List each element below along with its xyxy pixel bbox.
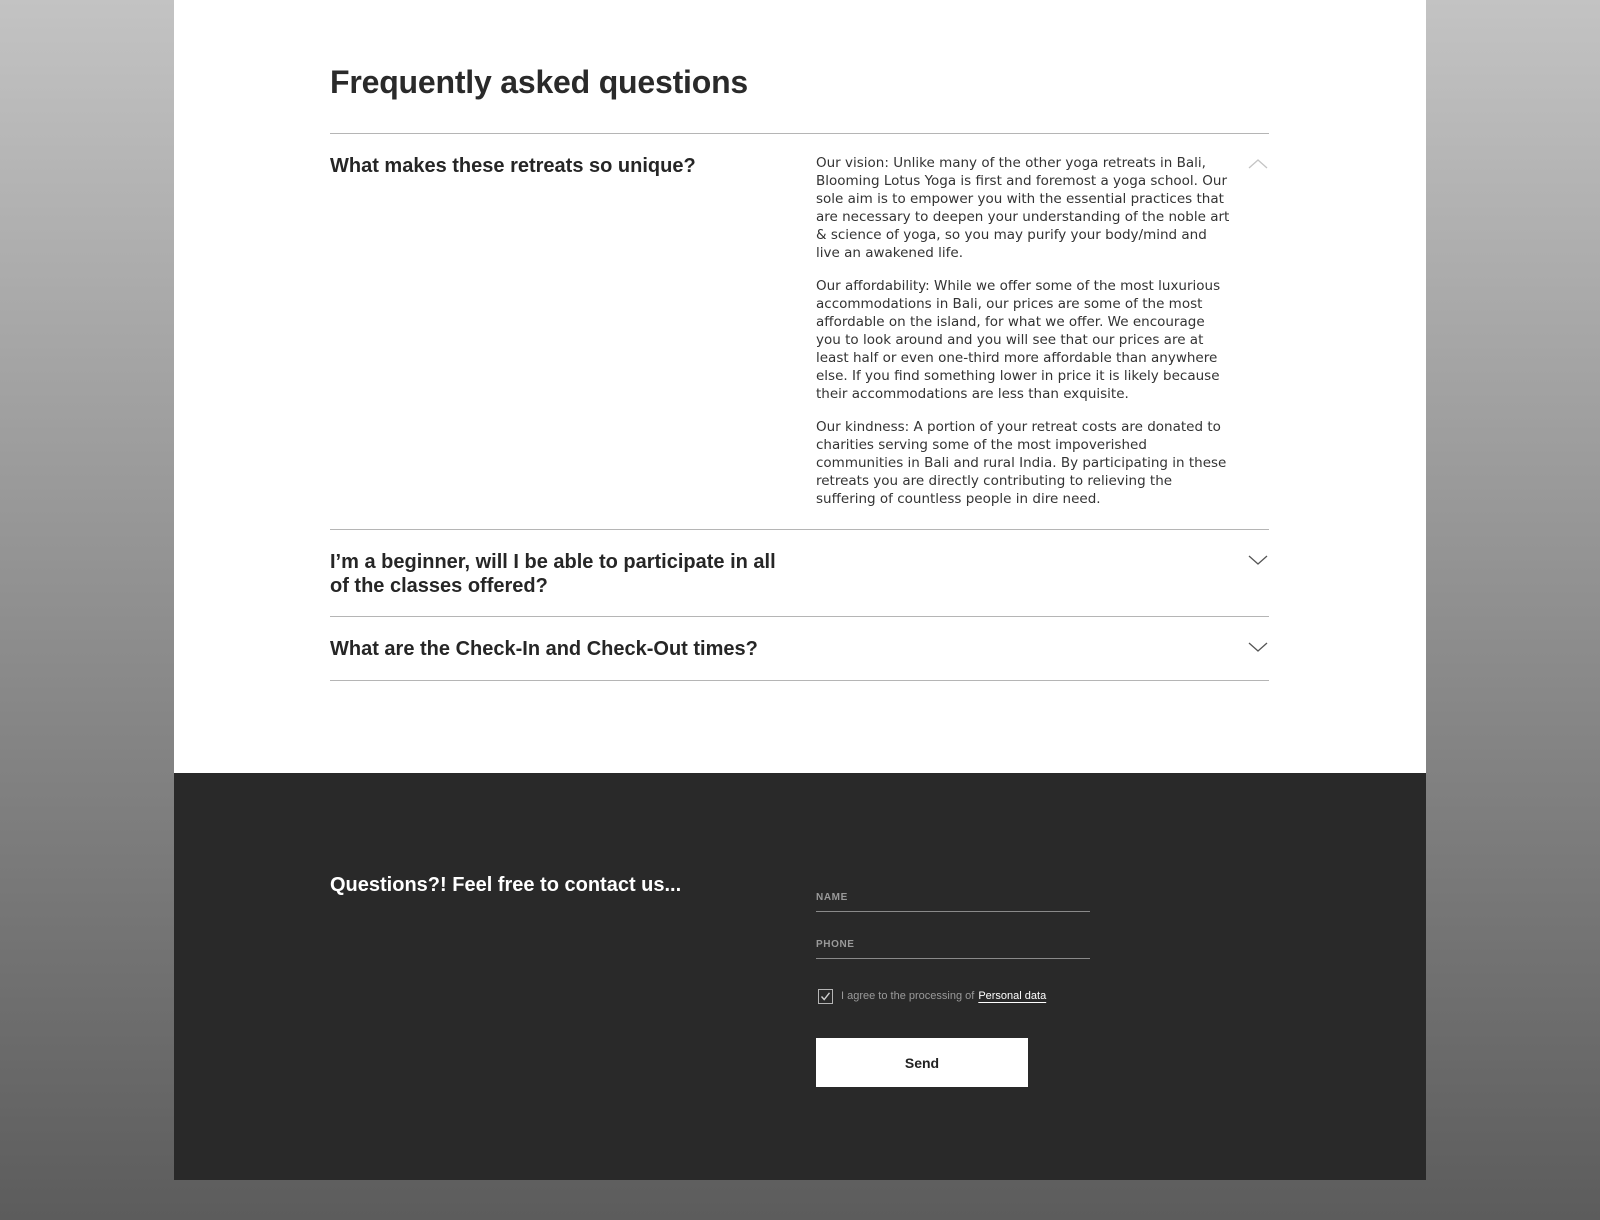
contact-section [174, 773, 1426, 1180]
faq-answer [816, 154, 1232, 523]
answer-paragraph-affordability: Our affordability: While we offer some of the most luxurious accommodations in Bali, our prices are some of the most affordable on the island, for what we offer. We encourage you to look around and you will see that our prices are at least half or even one-third more affordable than anywhere else. If you find something lower in price it is likely because their accommodations are less than exquisite. [816, 278, 1221, 402]
personal-data-link[interactable]: Personal data [978, 990, 1047, 1002]
name-input[interactable] [816, 883, 1090, 911]
faq-list [330, 133, 1269, 681]
phone-field-wrapper [816, 928, 1090, 959]
consent-text: I agree to the processing of [841, 990, 975, 1002]
faq-question[interactable]: I’m a beginner, will I be able to participate in all of the classes offered? [330, 551, 776, 597]
phone-input[interactable] [816, 930, 1090, 958]
send-button[interactable]: Send [816, 1038, 1028, 1087]
faq-question[interactable]: What are the Check-In and Check-Out times? [330, 638, 758, 660]
consent-row [818, 987, 1046, 1005]
faq-item-beginner[interactable] [330, 530, 1269, 617]
page [174, 0, 1426, 1180]
chevron-up-icon[interactable] [1247, 156, 1269, 172]
consent-checkbox[interactable] [818, 989, 833, 1004]
chevron-down-icon[interactable] [1247, 552, 1269, 568]
check-icon [820, 991, 831, 1002]
faq-section [174, 0, 1426, 773]
contact-heading: Questions?! Feel free to contact us... [330, 874, 682, 896]
faq-question[interactable]: What makes these retreats so unique? [330, 155, 696, 177]
faq-title: Frequently asked questions [330, 64, 749, 100]
name-field-wrapper [816, 881, 1090, 912]
answer-paragraph-kindness: Our kindness: A portion of your retreat costs are donated to charities serving some of the most impoverished communities in Bali and rural India. By participating in these retreats you are directly contributing to relieving the suffering of countless people in dire need. [816, 419, 1227, 507]
chevron-down-icon[interactable] [1247, 639, 1269, 655]
faq-item-unique[interactable] [330, 134, 1269, 530]
answer-paragraph-vision: Our vision: Unlike many of the other yoga retreats in Bali, Blooming Lotus Yoga is first and foremost a yoga school. Our sole aim is to empower you with the essential practices that are necessary to deepen your understanding of the noble art & science of yoga, so you may purify your body/mind and live an awakened life. [816, 155, 1230, 261]
faq-item-checkin[interactable] [330, 617, 1269, 681]
